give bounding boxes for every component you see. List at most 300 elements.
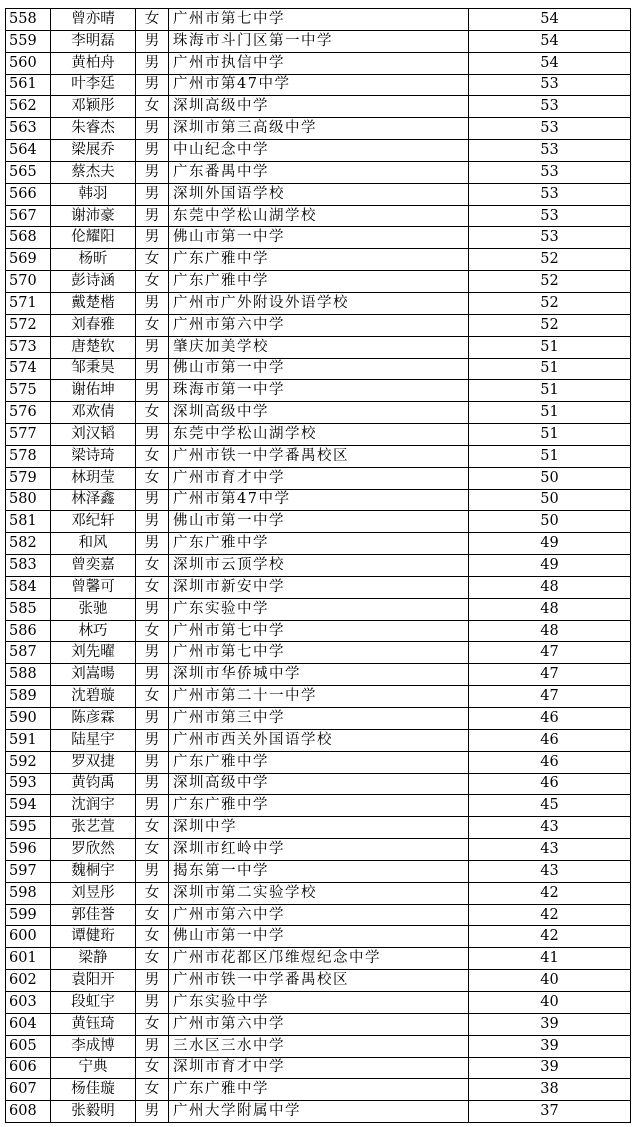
gender-cell: 男 <box>136 205 169 227</box>
rank-cell: 599 <box>6 904 51 926</box>
table-row <box>6 140 631 162</box>
gender-cell: 男 <box>136 292 169 314</box>
gender-cell: 女 <box>136 467 169 489</box>
score-cell: 45 <box>469 795 631 817</box>
gender-cell: 男 <box>136 708 169 730</box>
table-row <box>6 1057 631 1079</box>
rank-cell: 597 <box>6 860 51 882</box>
student-name-cell: 梁诗琦 <box>51 445 136 467</box>
table-row <box>6 380 631 402</box>
table-row <box>6 292 631 314</box>
school-cell: 深圳中学 <box>169 817 469 839</box>
student-name-cell: 伦耀阳 <box>51 227 136 249</box>
school-cell: 广州市第七中学 <box>169 620 469 642</box>
table-row <box>6 205 631 227</box>
student-name-cell: 张驰 <box>51 598 136 620</box>
score-cell: 52 <box>469 292 631 314</box>
table-row <box>6 445 631 467</box>
table-row <box>6 839 631 861</box>
score-cell: 46 <box>469 751 631 773</box>
rank-cell: 604 <box>6 1013 51 1035</box>
rank-cell: 600 <box>6 926 51 948</box>
score-cell: 49 <box>469 555 631 577</box>
score-cell: 53 <box>469 205 631 227</box>
student-name-cell: 罗双捷 <box>51 751 136 773</box>
rank-cell: 583 <box>6 555 51 577</box>
school-cell: 广东实验中学 <box>169 991 469 1013</box>
student-name-cell: 沈润宇 <box>51 795 136 817</box>
school-cell: 广东番禺中学 <box>169 161 469 183</box>
gender-cell: 男 <box>136 489 169 511</box>
table-row <box>6 402 631 424</box>
gender-cell: 男 <box>136 380 169 402</box>
gender-cell: 女 <box>136 402 169 424</box>
school-cell: 东莞中学松山湖学校 <box>169 205 469 227</box>
school-cell: 广州市第二十一中学 <box>169 686 469 708</box>
student-name-cell: 杨昕 <box>51 249 136 271</box>
rank-cell: 593 <box>6 773 51 795</box>
gender-cell: 男 <box>136 30 169 52</box>
score-cell: 53 <box>469 118 631 140</box>
gender-cell: 男 <box>136 773 169 795</box>
student-name-cell: 刘汉韬 <box>51 424 136 446</box>
table-row <box>6 358 631 380</box>
gender-cell: 男 <box>136 358 169 380</box>
rank-cell: 570 <box>6 271 51 293</box>
table-row <box>6 970 631 992</box>
score-cell: 39 <box>469 1035 631 1057</box>
rank-cell: 603 <box>6 991 51 1013</box>
table-row <box>6 555 631 577</box>
student-name-cell: 张毅明 <box>51 1101 136 1123</box>
score-cell: 42 <box>469 904 631 926</box>
gender-cell: 男 <box>136 336 169 358</box>
gender-cell: 女 <box>136 249 169 271</box>
score-cell: 54 <box>469 52 631 74</box>
gender-cell: 男 <box>136 183 169 205</box>
school-cell: 深圳市新安中学 <box>169 576 469 598</box>
gender-cell: 男 <box>136 751 169 773</box>
rank-cell: 595 <box>6 817 51 839</box>
student-name-cell: 罗欣然 <box>51 839 136 861</box>
school-cell: 三水区三水中学 <box>169 1035 469 1057</box>
gender-cell: 女 <box>136 1079 169 1101</box>
student-name-cell: 黄钧禹 <box>51 773 136 795</box>
school-cell: 深圳市红岭中学 <box>169 839 469 861</box>
gender-cell: 男 <box>136 52 169 74</box>
table-row <box>6 314 631 336</box>
gender-cell: 男 <box>136 598 169 620</box>
gender-cell: 女 <box>136 882 169 904</box>
school-cell: 深圳高级中学 <box>169 773 469 795</box>
score-cell: 50 <box>469 467 631 489</box>
rank-cell: 581 <box>6 511 51 533</box>
rank-cell: 580 <box>6 489 51 511</box>
school-cell: 广州市育才中学 <box>169 467 469 489</box>
table-row <box>6 30 631 52</box>
school-cell: 东莞中学松山湖学校 <box>169 424 469 446</box>
student-name-cell: 曾馨可 <box>51 576 136 598</box>
rank-cell: 608 <box>6 1101 51 1123</box>
school-cell: 深圳市华侨城中学 <box>169 664 469 686</box>
table-row <box>6 271 631 293</box>
score-cell: 50 <box>469 489 631 511</box>
gender-cell: 女 <box>136 445 169 467</box>
school-cell: 广州市第六中学 <box>169 314 469 336</box>
student-name-cell: 黄柏舟 <box>51 52 136 74</box>
student-name-cell: 韩羽 <box>51 183 136 205</box>
score-cell: 39 <box>469 1013 631 1035</box>
school-cell: 广东广雅中学 <box>169 271 469 293</box>
gender-cell: 男 <box>136 533 169 555</box>
student-name-cell: 郭佳誉 <box>51 904 136 926</box>
school-cell: 深圳高级中学 <box>169 96 469 118</box>
table-row <box>6 598 631 620</box>
school-cell: 广州市铁一中学番禺校区 <box>169 970 469 992</box>
rank-cell: 589 <box>6 686 51 708</box>
score-cell: 40 <box>469 991 631 1013</box>
school-cell: 广州市广外附设外语学校 <box>169 292 469 314</box>
score-cell: 51 <box>469 445 631 467</box>
student-name-cell: 戴楚楷 <box>51 292 136 314</box>
school-cell: 广州市执信中学 <box>169 52 469 74</box>
gender-cell: 男 <box>136 118 169 140</box>
student-name-cell: 梁静 <box>51 948 136 970</box>
table-row <box>6 620 631 642</box>
rank-cell: 565 <box>6 161 51 183</box>
score-cell: 54 <box>469 9 631 31</box>
rank-cell: 606 <box>6 1057 51 1079</box>
score-cell: 48 <box>469 576 631 598</box>
gender-cell: 男 <box>136 74 169 96</box>
school-cell: 广东广雅中学 <box>169 795 469 817</box>
school-cell: 佛山市第一中学 <box>169 511 469 533</box>
student-name-cell: 邓颖彤 <box>51 96 136 118</box>
score-cell: 46 <box>469 708 631 730</box>
school-cell: 中山纪念中学 <box>169 140 469 162</box>
rank-cell: 564 <box>6 140 51 162</box>
table-row <box>6 52 631 74</box>
gender-cell: 男 <box>136 140 169 162</box>
student-name-cell: 谢佑坤 <box>51 380 136 402</box>
student-name-cell: 蔡杰夫 <box>51 161 136 183</box>
gender-cell: 女 <box>136 686 169 708</box>
table-row <box>6 729 631 751</box>
score-cell: 43 <box>469 860 631 882</box>
student-name-cell: 叶李廷 <box>51 74 136 96</box>
rank-cell: 562 <box>6 96 51 118</box>
table-row <box>6 74 631 96</box>
score-cell: 42 <box>469 882 631 904</box>
student-name-cell: 曾亦晴 <box>51 9 136 31</box>
gender-cell: 女 <box>136 1013 169 1035</box>
student-name-cell: 唐楚钦 <box>51 336 136 358</box>
gender-cell: 女 <box>136 926 169 948</box>
table-row <box>6 1101 631 1123</box>
table-row <box>6 948 631 970</box>
score-cell: 43 <box>469 839 631 861</box>
table-row <box>6 817 631 839</box>
rank-cell: 607 <box>6 1079 51 1101</box>
rank-cell: 571 <box>6 292 51 314</box>
student-name-cell: 刘昱彤 <box>51 882 136 904</box>
score-cell: 54 <box>469 30 631 52</box>
school-cell: 佛山市第一中学 <box>169 926 469 948</box>
score-cell: 53 <box>469 161 631 183</box>
rank-cell: 590 <box>6 708 51 730</box>
gender-cell: 男 <box>136 227 169 249</box>
student-name-cell: 曾奕嘉 <box>51 555 136 577</box>
school-cell: 广州市花都区邝维煜纪念中学 <box>169 948 469 970</box>
school-cell: 广东广雅中学 <box>169 249 469 271</box>
student-name-cell: 袁阳开 <box>51 970 136 992</box>
gender-cell: 女 <box>136 96 169 118</box>
table-row <box>6 642 631 664</box>
gender-cell: 女 <box>136 1057 169 1079</box>
rank-cell: 584 <box>6 576 51 598</box>
score-cell: 42 <box>469 926 631 948</box>
table-row <box>6 161 631 183</box>
gender-cell: 女 <box>136 271 169 293</box>
score-cell: 53 <box>469 140 631 162</box>
school-cell: 广州大学附属中学 <box>169 1101 469 1123</box>
school-cell: 肇庆加美学校 <box>169 336 469 358</box>
rank-cell: 586 <box>6 620 51 642</box>
student-name-cell: 彭诗涵 <box>51 271 136 293</box>
student-name-cell: 段虹宇 <box>51 991 136 1013</box>
school-cell: 佛山市第一中学 <box>169 227 469 249</box>
table-row <box>6 882 631 904</box>
gender-cell: 男 <box>136 511 169 533</box>
score-cell: 52 <box>469 271 631 293</box>
gender-cell: 女 <box>136 555 169 577</box>
school-cell: 广东广雅中学 <box>169 751 469 773</box>
rank-cell: 566 <box>6 183 51 205</box>
school-cell: 深圳高级中学 <box>169 402 469 424</box>
table-row <box>6 576 631 598</box>
gender-cell: 男 <box>136 424 169 446</box>
gender-cell: 女 <box>136 904 169 926</box>
rank-cell: 563 <box>6 118 51 140</box>
school-cell: 广州市第47中学 <box>169 489 469 511</box>
rank-cell: 588 <box>6 664 51 686</box>
rank-cell: 575 <box>6 380 51 402</box>
gender-cell: 女 <box>136 948 169 970</box>
school-cell: 珠海市斗门区第一中学 <box>169 30 469 52</box>
student-name-cell: 刘春雅 <box>51 314 136 336</box>
score-cell: 47 <box>469 642 631 664</box>
score-cell: 52 <box>469 314 631 336</box>
score-cell: 43 <box>469 817 631 839</box>
gender-cell: 女 <box>136 620 169 642</box>
rank-cell: 579 <box>6 467 51 489</box>
table-row <box>6 1013 631 1035</box>
gender-cell: 男 <box>136 991 169 1013</box>
rank-cell: 574 <box>6 358 51 380</box>
rank-cell: 585 <box>6 598 51 620</box>
gender-cell: 女 <box>136 817 169 839</box>
student-name-cell: 陈彦霖 <box>51 708 136 730</box>
score-cell: 46 <box>469 729 631 751</box>
student-name-cell: 梁展乔 <box>51 140 136 162</box>
gender-cell: 女 <box>136 839 169 861</box>
student-name-cell: 和风 <box>51 533 136 555</box>
table-row <box>6 9 631 31</box>
school-cell: 揭东第一中学 <box>169 860 469 882</box>
table-row <box>6 751 631 773</box>
rank-cell: 592 <box>6 751 51 773</box>
school-cell: 广州市第七中学 <box>169 642 469 664</box>
score-cell: 53 <box>469 74 631 96</box>
student-name-cell: 谭健珩 <box>51 926 136 948</box>
school-cell: 深圳市第二实验学校 <box>169 882 469 904</box>
table-row <box>6 227 631 249</box>
student-name-cell: 陆星宇 <box>51 729 136 751</box>
rank-cell: 569 <box>6 249 51 271</box>
school-cell: 珠海市第一中学 <box>169 380 469 402</box>
school-cell: 佛山市第一中学 <box>169 358 469 380</box>
gender-cell: 女 <box>136 314 169 336</box>
table-row <box>6 904 631 926</box>
student-name-cell: 邓纪轩 <box>51 511 136 533</box>
student-name-cell: 李成博 <box>51 1035 136 1057</box>
school-cell: 广东广雅中学 <box>169 1079 469 1101</box>
rank-cell: 605 <box>6 1035 51 1057</box>
table-row <box>6 489 631 511</box>
gender-cell: 男 <box>136 795 169 817</box>
student-name-cell: 宁典 <box>51 1057 136 1079</box>
student-name-cell: 林巧 <box>51 620 136 642</box>
student-name-cell: 林泽鑫 <box>51 489 136 511</box>
table-row <box>6 664 631 686</box>
table-row <box>6 96 631 118</box>
score-cell: 46 <box>469 773 631 795</box>
school-cell: 广州市第47中学 <box>169 74 469 96</box>
student-name-cell: 魏桐宇 <box>51 860 136 882</box>
score-cell: 51 <box>469 402 631 424</box>
rank-cell: 596 <box>6 839 51 861</box>
table-row <box>6 249 631 271</box>
score-cell: 39 <box>469 1057 631 1079</box>
student-name-cell: 刘先曜 <box>51 642 136 664</box>
gender-cell: 男 <box>136 1035 169 1057</box>
score-cell: 52 <box>469 249 631 271</box>
table-row <box>6 533 631 555</box>
school-cell: 深圳外国语学校 <box>169 183 469 205</box>
school-cell: 深圳市云顶学校 <box>169 555 469 577</box>
student-name-cell: 林玥莹 <box>51 467 136 489</box>
student-name-cell: 邹秉昊 <box>51 358 136 380</box>
score-cell: 51 <box>469 336 631 358</box>
table-row <box>6 467 631 489</box>
rank-cell: 598 <box>6 882 51 904</box>
score-cell: 38 <box>469 1079 631 1101</box>
student-name-cell: 杨佳璇 <box>51 1079 136 1101</box>
student-name-cell: 黄钰琦 <box>51 1013 136 1035</box>
rank-cell: 567 <box>6 205 51 227</box>
school-cell: 广州市第六中学 <box>169 904 469 926</box>
score-cell: 47 <box>469 664 631 686</box>
table-row <box>6 686 631 708</box>
school-cell: 广州市西关外国语学校 <box>169 729 469 751</box>
gender-cell: 男 <box>136 161 169 183</box>
school-cell: 广东广雅中学 <box>169 533 469 555</box>
score-cell: 41 <box>469 948 631 970</box>
student-name-cell: 李明磊 <box>51 30 136 52</box>
school-cell: 广州市第七中学 <box>169 9 469 31</box>
table-row <box>6 773 631 795</box>
gender-cell: 男 <box>136 729 169 751</box>
score-cell: 47 <box>469 686 631 708</box>
school-cell: 广州市第六中学 <box>169 1013 469 1035</box>
gender-cell: 男 <box>136 1101 169 1123</box>
student-name-cell: 刘嵩暘 <box>51 664 136 686</box>
table-row <box>6 424 631 446</box>
rank-cell: 578 <box>6 445 51 467</box>
score-cell: 40 <box>469 970 631 992</box>
table-row <box>6 118 631 140</box>
rank-cell: 587 <box>6 642 51 664</box>
table-row <box>6 1035 631 1057</box>
gender-cell: 男 <box>136 664 169 686</box>
table-row <box>6 860 631 882</box>
rank-cell: 568 <box>6 227 51 249</box>
student-name-cell: 邓欢倩 <box>51 402 136 424</box>
school-cell: 广东实验中学 <box>169 598 469 620</box>
score-cell: 48 <box>469 598 631 620</box>
score-cell: 50 <box>469 511 631 533</box>
rank-cell: 558 <box>6 9 51 31</box>
gender-cell: 男 <box>136 860 169 882</box>
rank-cell: 572 <box>6 314 51 336</box>
student-name-cell: 张艺萱 <box>51 817 136 839</box>
score-cell: 51 <box>469 380 631 402</box>
rank-cell: 601 <box>6 948 51 970</box>
score-cell: 53 <box>469 96 631 118</box>
student-name-cell: 谢沛豪 <box>51 205 136 227</box>
ranking-table-body <box>6 9 631 1123</box>
rank-cell: 573 <box>6 336 51 358</box>
table-row <box>6 511 631 533</box>
rank-cell: 594 <box>6 795 51 817</box>
table-row <box>6 991 631 1013</box>
rank-cell: 591 <box>6 729 51 751</box>
table-row <box>6 708 631 730</box>
student-name-cell: 朱睿杰 <box>51 118 136 140</box>
score-cell: 37 <box>469 1101 631 1123</box>
score-cell: 48 <box>469 620 631 642</box>
score-cell: 49 <box>469 533 631 555</box>
table-row <box>6 336 631 358</box>
gender-cell: 女 <box>136 9 169 31</box>
school-cell: 广州市第三中学 <box>169 708 469 730</box>
rank-cell: 602 <box>6 970 51 992</box>
table-row <box>6 1079 631 1101</box>
score-cell: 53 <box>469 183 631 205</box>
school-cell: 深圳市育才中学 <box>169 1057 469 1079</box>
rank-cell: 582 <box>6 533 51 555</box>
table-row <box>6 926 631 948</box>
school-cell: 广州市铁一中学番禺校区 <box>169 445 469 467</box>
school-cell: 深圳市第三高级中学 <box>169 118 469 140</box>
score-cell: 53 <box>469 227 631 249</box>
rank-cell: 559 <box>6 30 51 52</box>
ranking-table <box>5 8 631 1123</box>
gender-cell: 男 <box>136 970 169 992</box>
rank-cell: 576 <box>6 402 51 424</box>
rank-cell: 560 <box>6 52 51 74</box>
score-cell: 51 <box>469 424 631 446</box>
